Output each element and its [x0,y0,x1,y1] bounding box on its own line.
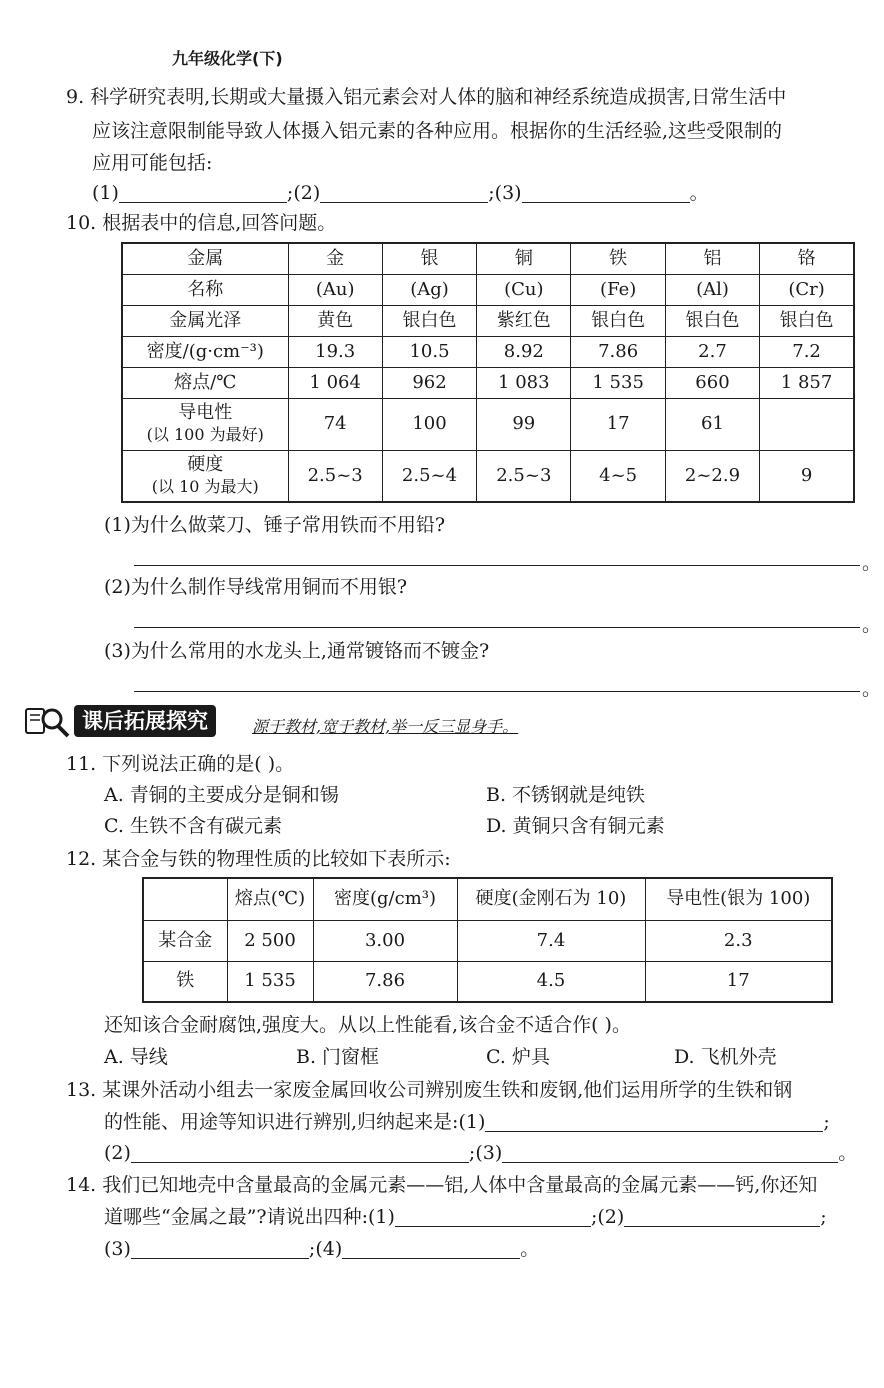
table-cell: (Au) [288,274,382,305]
table-cell: 紫红色 [477,305,571,336]
table-row [122,274,854,305]
q10-stem: 10. 根据表中的信息,回答问题。 [66,212,337,234]
q13-line3 [104,1136,857,1170]
q11-option-a[interactable]: A. 青铜的主要成分是铜和锡 [104,784,339,806]
table-row [122,243,854,274]
q12-option-d[interactable]: D. 飞机外壳 [674,1046,777,1068]
q11-option-b[interactable]: B. 不锈钢就是纯铁 [486,784,646,806]
table-row [122,398,854,450]
q9-line3: 应用可能包括: [92,152,213,174]
table-cell: 100 [382,398,476,450]
table-cell: 4.5 [457,961,645,1002]
q13-blank-3[interactable] [502,1140,838,1163]
q14-end: 。 [520,1238,540,1260]
q14-blank-2[interactable] [624,1204,820,1227]
q10-end-1: 。 [862,552,882,574]
table-cell: (Fe) [571,274,665,305]
table-cell: 7.86 [571,336,665,367]
table-cell: 黄色 [288,305,382,336]
table-cell: 4~5 [571,450,665,502]
page-header: 九年级化学(下) [172,49,283,68]
table-cell: 2 500 [227,920,313,961]
table-cell: 银 [382,243,476,274]
table-row [143,878,832,920]
q10-answer-line-1[interactable] [134,564,860,566]
table-cell: 铁 [143,961,227,1002]
table-cell: 2~2.9 [665,450,759,502]
table-cell: 名称 [122,274,288,305]
q10-answer-line-2[interactable] [134,626,860,628]
q10-sub2: (2)为什么制作导线常用铜而不用银? [104,576,408,598]
q9-end: 。 [689,182,709,204]
table-cell: 熔点/℃ [122,367,288,398]
q9-line1: 9. 科学研究表明,长期或大量摄入铝元素会对人体的脑和神经系统造成损害,日常生活中 [66,86,787,108]
q10-answer-line-3[interactable] [134,690,860,692]
table-cell [760,398,854,450]
table-header-cell [143,878,227,920]
table-cell: 61 [665,398,759,450]
table-header-cell: 硬度(金刚石为 10) [457,878,645,920]
table-cell: 17 [645,961,832,1002]
table-cell: 9 [760,450,854,502]
table-cell: 7.86 [313,961,457,1002]
q13-blank-1[interactable] [485,1109,823,1132]
table-cell: 1 083 [477,367,571,398]
q13-end: 。 [838,1142,858,1164]
section-banner [22,703,246,739]
table-cell: 2.5~4 [382,450,476,502]
q10-end-3: 。 [862,678,882,700]
table-cell: (Cu) [477,274,571,305]
table-cell: 某合金 [143,920,227,961]
table-cell [122,398,288,450]
q12-follow: 还知该合金耐腐蚀,强度大。从以上性能看,该合金不适合作( )。 [104,1014,631,1036]
table-header-cell: 密度(g/cm³) [313,878,457,920]
table-cell: 660 [665,367,759,398]
table-cell: 金 [288,243,382,274]
q12-option-c[interactable]: C. 炉具 [486,1046,550,1068]
table-cell: 银白色 [571,305,665,336]
q14-b3-label: (3) [104,1238,131,1260]
q11-stem: 11. 下列说法正确的是( )。 [66,753,295,775]
q14-blank-4[interactable] [342,1236,520,1259]
q10-sub1: (1)为什么做菜刀、锤子常用铁而不用铅? [104,514,446,536]
banner-title: 课后拓展探究 [74,705,216,737]
q10-end-2: 。 [862,614,882,636]
q14-b4-label: ;(4) [308,1238,343,1260]
table-row [122,367,854,398]
q13-b3-label: ;(3) [468,1142,503,1164]
q14-line1: 14. 我们已知地壳中含量最高的金属元素——铝,人体中含量最高的金属元素——钙,你还知 [66,1174,818,1196]
q9-blanks [92,176,709,210]
table-cell: (Ag) [382,274,476,305]
cell-label: 导电性 [178,402,233,423]
q14-semi: ; [820,1206,827,1228]
alloy-iron-table [142,877,833,1003]
table-cell: 金属光泽 [122,305,288,336]
table-row [122,450,854,502]
table-cell: 10.5 [382,336,476,367]
table-cell: 2.5~3 [288,450,382,502]
q9-blank-3[interactable] [522,180,690,203]
q11-option-d[interactable]: D. 黄铜只含有铜元素 [486,815,665,837]
table-cell: 962 [382,367,476,398]
q12-option-b[interactable]: B. 门窗框 [296,1046,380,1068]
table-cell: 1 535 [571,367,665,398]
table-cell: 铝 [665,243,759,274]
table-cell: 1 857 [760,367,854,398]
table-cell: 2.7 [665,336,759,367]
table-cell: 8.92 [477,336,571,367]
table-cell: 铁 [571,243,665,274]
q11-option-c[interactable]: C. 生铁不含有碳元素 [104,815,282,837]
table-cell: 99 [477,398,571,450]
table-header-cell: 熔点(℃) [227,878,313,920]
q9-b2-label: ;(2) [286,182,321,204]
q13-line2-text: 的性能、用途等知识进行辨别,归纳起来是:(1) [104,1111,486,1133]
table-cell: 1 535 [227,961,313,1002]
table-cell: 银白色 [382,305,476,336]
table-header-cell: 导电性(银为 100) [645,878,832,920]
banner-subtitle: 源于教材,宽于教材,举一反三显身手。 [252,717,519,736]
q9-line2: 应该注意限制能导致人体摄入铝元素的各种应用。根据你的生活经验,这些受限制的 [92,120,783,142]
table-cell: 铬 [760,243,854,274]
table-cell: 17 [571,398,665,450]
table-cell: 19.3 [288,336,382,367]
cell-sublabel: (以 100 为最好) [146,425,264,444]
table-cell: 74 [288,398,382,450]
q14-line2-text: 道哪些“金属之最”?请说出四种:(1) [104,1206,395,1228]
q13-blank-2[interactable] [131,1140,469,1163]
q13-semi: ; [823,1111,830,1133]
table-cell: (Al) [665,274,759,305]
table-cell: 金属 [122,243,288,274]
magnifier-icon [22,703,74,739]
table-cell: 密度/(g·cm⁻³) [122,336,288,367]
q14-line3 [104,1232,539,1266]
q13-line1: 13. 某课外活动小组去一家废金属回收公司辨别废生铁和废钢,他们运用所学的生铁和钢 [66,1079,793,1101]
table-row [143,920,832,961]
cell-sublabel: (以 10 为最大) [151,476,259,496]
q14-b2-label: ;(2) [590,1206,625,1228]
table-cell: 银白色 [760,305,854,336]
table-row [122,305,854,336]
table-cell: 2.5~3 [477,450,571,502]
q13-line2 [104,1105,830,1139]
q13-b2-label: (2) [104,1142,131,1164]
table-cell: 7.4 [457,920,645,961]
q14-blank-1[interactable] [395,1204,591,1227]
table-cell: (Cr) [760,274,854,305]
table-cell: 铜 [477,243,571,274]
q9-b1-label: (1) [92,182,119,204]
table-cell: 银白色 [665,305,759,336]
q14-line2 [104,1200,827,1234]
q9-b3-label: ;(3) [488,182,522,204]
q9-blank-2[interactable] [320,180,488,203]
table-cell: 1 064 [288,367,382,398]
table-cell: 2.3 [645,920,832,961]
table-cell: 3.00 [313,920,457,961]
q14-blank-3[interactable] [131,1236,309,1259]
table-cell [122,450,288,502]
q9-blank-1[interactable] [119,180,287,203]
q10-sub3: (3)为什么常用的水龙头上,通常镀铬而不镀金? [104,640,490,662]
cell-label: 硬度 [187,453,224,475]
q12-option-a[interactable]: A. 导线 [104,1046,168,1068]
table-cell: 7.2 [760,336,854,367]
table-row [122,336,854,367]
q12-stem: 12. 某合金与铁的物理性质的比较如下表所示: [66,848,451,870]
table-row [143,961,832,1002]
metal-properties-table [121,242,855,503]
